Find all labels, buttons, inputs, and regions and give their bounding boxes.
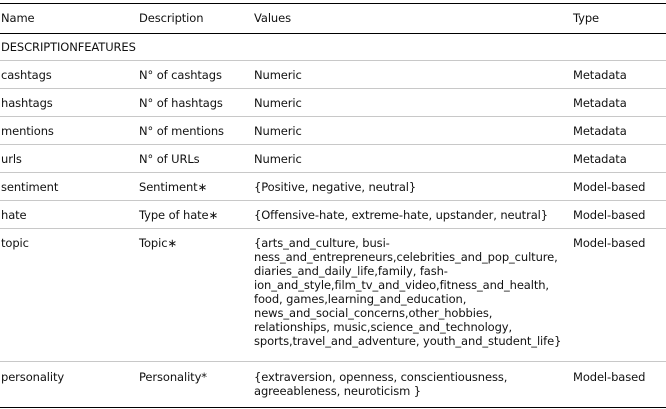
row-separator [0, 116, 666, 117]
row-separator [0, 172, 666, 173]
row-cashtags-description: N° of cashtags [139, 68, 222, 82]
row-cashtags-values: Numeric [254, 68, 302, 82]
row-urls-values: Numeric [254, 152, 302, 166]
row-topic-values-line: {arts_and_culture, busi- [254, 236, 390, 250]
row-mentions-description: N° of mentions [139, 124, 224, 138]
row-cashtags-type: Metadata [573, 68, 627, 82]
row-personality-values-line: {extraversion, openness, conscientiousness, [254, 370, 508, 384]
row-personality-description: Personality* [139, 370, 207, 384]
row-hate-type: Model-based [573, 208, 646, 222]
row-personality-values-line: agreeableness, neuroticism } [254, 384, 421, 398]
header-values: Values [254, 11, 291, 25]
header-type: Type [573, 11, 600, 25]
row-urls-name: urls [1, 152, 22, 166]
row-hate-name: hate [1, 208, 27, 222]
row-hashtags-name: hashtags [1, 96, 53, 110]
row-topic-name: topic [1, 236, 29, 250]
row-topic-values-line: ion_and_style,film_tv_and_video,fitness_and_health, [254, 278, 549, 292]
row-mentions-type: Metadata [573, 124, 627, 138]
row-mentions-name: mentions [1, 124, 54, 138]
row-separator [0, 228, 666, 229]
row-topic-values-line: diaries_and_daily_life,family, fash- [254, 264, 448, 278]
row-sentiment-description: Sentiment∗ [139, 180, 208, 194]
row-topic-type: Model-based [573, 236, 646, 250]
row-hate-description: Type of hate∗ [139, 208, 219, 222]
row-topic-description: Topic∗ [139, 236, 177, 250]
row-personality-name: personality [1, 370, 65, 384]
table-top-rule [0, 3, 666, 4]
row-cashtags-name: cashtags [1, 68, 52, 82]
row-mentions-values: Numeric [254, 124, 302, 138]
row-sentiment-type: Model-based [573, 180, 646, 194]
row-topic-values-line: relationships, music,science_and_technology, [254, 320, 513, 334]
row-topic-values-line: sports,travel_and_adventure, youth_and_student_life} [254, 334, 562, 348]
row-separator [0, 361, 666, 362]
row-hashtags-values: Numeric [254, 96, 302, 110]
row-separator [0, 88, 666, 89]
row-topic-values-line: ness_and_entrepreneurs,celebrities_and_pop_culture, [254, 250, 558, 264]
header-description: Description [139, 11, 204, 25]
row-hashtags-type: Metadata [573, 96, 627, 110]
row-separator [0, 200, 666, 201]
row-separator [0, 60, 666, 61]
header-rule [0, 33, 666, 34]
section-title: DESCRIPTIONFEATURES [1, 40, 136, 54]
row-topic-values-line: news_and_social_concerns,other_hobbies, [254, 306, 493, 320]
header-name: Name [1, 11, 35, 25]
row-hashtags-description: N° of hashtags [139, 96, 223, 110]
row-topic-values-line: food, games,learning_and_education, [254, 292, 467, 306]
row-hate-values: {Offensive-hate, extreme-hate, upstander, neutral} [254, 208, 548, 222]
row-sentiment-name: sentiment [1, 180, 59, 194]
row-urls-description: N° of URLs [139, 152, 200, 166]
row-urls-type: Metadata [573, 152, 627, 166]
row-personality-type: Model-based [573, 370, 646, 384]
row-separator [0, 144, 666, 145]
table-bottom-rule [0, 407, 666, 408]
row-sentiment-values: {Positive, negative, neutral} [254, 180, 417, 194]
